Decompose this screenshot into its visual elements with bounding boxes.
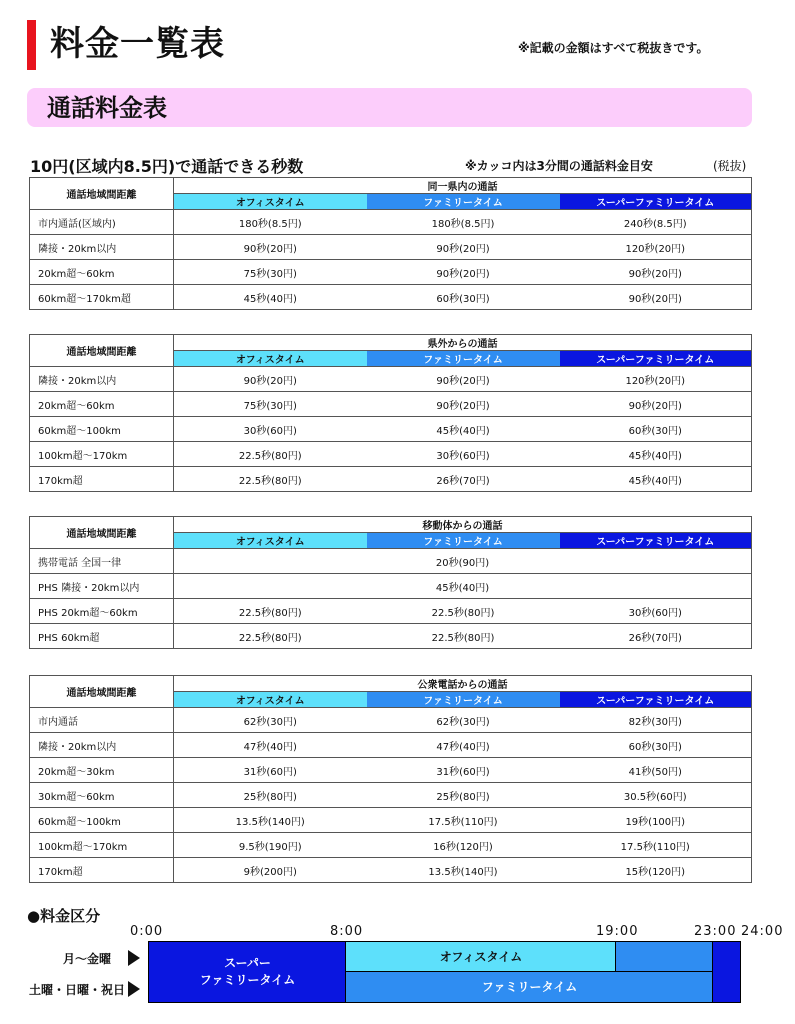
rate-cell-super: 90秒(20円) (560, 260, 752, 285)
region-header: 通話地域間距離 (30, 335, 174, 367)
title-accent-bar (27, 20, 36, 70)
super-column-header: スーパーファミリータイム (560, 194, 752, 210)
table-row (30, 733, 752, 758)
rate-cell-office: 90秒(20円) (174, 367, 367, 392)
office-column-header: オフィスタイム (174, 351, 367, 367)
subheader-note: ※カッコ内は3分間の通話料金目安 (465, 159, 653, 173)
row-label: 隣接・20km以内 (30, 733, 174, 758)
rate-cell-office: 22.5秒(80円) (174, 442, 367, 467)
row-label: 隣接・20km以内 (30, 367, 174, 392)
table-row (30, 708, 752, 733)
rate-cell: 45秒(40円) (174, 574, 752, 599)
row-label-weekend: 土曜・日曜・祝日 (29, 983, 126, 997)
group-header: 県外からの通話 (174, 335, 752, 351)
rate-cell: 20秒(90円) (174, 549, 752, 574)
table-row (30, 417, 752, 442)
region-header: 通話地域間距離 (30, 517, 174, 549)
row-label: 60km超〜100km (30, 808, 174, 833)
rate-cell-family: 30秒(60円) (367, 442, 560, 467)
timeline-office-block: オフィスタイム (345, 941, 617, 973)
rate-cell-office: 22.5秒(80円) (174, 467, 367, 492)
tick-label: 19:00 (596, 924, 639, 939)
table-row (30, 833, 752, 858)
rate-cell-family: 25秒(80円) (367, 783, 560, 808)
super-label-line1: スーパー (224, 956, 271, 970)
tick-label: 23:00 (694, 924, 737, 939)
rate-cell-family: 13.5秒(140円) (367, 858, 560, 883)
row-label: 30km超〜60km (30, 783, 174, 808)
table-row (30, 624, 752, 649)
rate-cell-super: 60秒(30円) (560, 733, 752, 758)
rate-cell-super: 17.5秒(110円) (560, 833, 752, 858)
rate-cell-family: 45秒(40円) (367, 417, 560, 442)
table-row (30, 235, 752, 260)
rate-cell-family: 180秒(8.5円) (367, 210, 560, 235)
table-row (30, 285, 752, 310)
rate-table (29, 334, 752, 492)
rate-cell-office: 30秒(60円) (174, 417, 367, 442)
group-header: 移動体からの通話 (174, 517, 752, 533)
row-label: 60km超〜170km超 (30, 285, 174, 310)
rate-cell-office: 22.5秒(80円) (174, 624, 367, 649)
rate-cell-family: 16秒(120円) (367, 833, 560, 858)
rate-cell-super: 26秒(70円) (560, 624, 752, 649)
rate-table (29, 516, 752, 649)
rate-cell-family: 31秒(60円) (367, 758, 560, 783)
rate-cell-office: 25秒(80円) (174, 783, 367, 808)
row-label: 20km超〜60km (30, 260, 174, 285)
row-label-weekday: 月〜金曜 (63, 952, 112, 966)
rate-cell-family: 62秒(30円) (367, 708, 560, 733)
super-column-header: スーパーファミリータイム (560, 692, 752, 708)
group-header: 同一県内の通話 (174, 178, 752, 194)
table-row (30, 367, 752, 392)
office-column-header: オフィスタイム (174, 194, 367, 210)
rate-cell-office: 9.5秒(190円) (174, 833, 367, 858)
rate-cell-office: 9秒(200円) (174, 858, 367, 883)
row-label: 携帯電話 全国一律 (30, 549, 174, 574)
rate-cell-office: 47秒(40円) (174, 733, 367, 758)
rate-cell-super: 120秒(20円) (560, 367, 752, 392)
rate-cell-super: 90秒(20円) (560, 392, 752, 417)
super-column-header: スーパーファミリータイム (560, 533, 752, 549)
rate-cell-office: 13.5秒(140円) (174, 808, 367, 833)
rate-table (29, 675, 752, 883)
super-label-line2: ファミリータイム (199, 973, 296, 987)
row-label: 20km超〜30km (30, 758, 174, 783)
rate-cell-super: 120秒(20円) (560, 235, 752, 260)
timeline-super-late-block (712, 941, 741, 1003)
tax-note: ※記載の金額はすべて税抜きです。 (518, 41, 709, 55)
table-row (30, 442, 752, 467)
rate-cell-super: 45秒(40円) (560, 442, 752, 467)
table-row (30, 392, 752, 417)
super-column-header: スーパーファミリータイム (560, 351, 752, 367)
rate-cell-family: 60秒(30円) (367, 285, 560, 310)
rate-cell-family: 90秒(20円) (367, 367, 560, 392)
row-label: PHS 隣接・20km以内 (30, 574, 174, 599)
rate-cell-super: 15秒(120円) (560, 858, 752, 883)
table-row (30, 574, 752, 599)
row-label: 100km超〜170km (30, 442, 174, 467)
row-label: 20km超〜60km (30, 392, 174, 417)
table-row (30, 549, 752, 574)
rate-cell-family: 90秒(20円) (367, 392, 560, 417)
section-title: 通話料金表 (47, 94, 167, 122)
rate-table (29, 177, 752, 310)
row-label: 170km超 (30, 858, 174, 883)
region-header: 通話地域間距離 (30, 676, 174, 708)
page-title: 料金一覧表 (50, 24, 225, 64)
rate-cell-super: 82秒(30円) (560, 708, 752, 733)
rate-cell-family: 90秒(20円) (367, 260, 560, 285)
rate-cell-office: 75秒(30円) (174, 392, 367, 417)
table-row (30, 758, 752, 783)
rate-cell-office: 90秒(20円) (174, 235, 367, 260)
rate-cell-office: 31秒(60円) (174, 758, 367, 783)
tick-label: 0:00 (130, 924, 164, 939)
rate-cell-family: 47秒(40円) (367, 733, 560, 758)
subheader-tax: (税抜) (713, 159, 747, 173)
arrow-right-icon (128, 981, 140, 997)
rate-cell-family: 26秒(70円) (367, 467, 560, 492)
family-column-header: ファミリータイム (367, 692, 560, 708)
rate-cell-family: 22.5秒(80円) (367, 624, 560, 649)
table-row (30, 808, 752, 833)
rate-cell-super: 30秒(60円) (560, 599, 752, 624)
table-row (30, 210, 752, 235)
row-label: 60km超〜100km (30, 417, 174, 442)
rate-cell-super: 240秒(8.5円) (560, 210, 752, 235)
row-label: 170km超 (30, 467, 174, 492)
table-row (30, 260, 752, 285)
table-row (30, 858, 752, 883)
rate-cell-super: 19秒(100円) (560, 808, 752, 833)
rate-cell-office: 75秒(30円) (174, 260, 367, 285)
family-column-header: ファミリータイム (367, 351, 560, 367)
table-row (30, 467, 752, 492)
tick-label: 24:00 (741, 924, 784, 939)
tick-label: 8:00 (330, 924, 364, 939)
rate-cell-super: 45秒(40円) (560, 467, 752, 492)
timeline-title: ●料金区分 (27, 907, 101, 925)
rate-cell-super: 60秒(30円) (560, 417, 752, 442)
rate-cell-office: 45秒(40円) (174, 285, 367, 310)
rate-cell-office: 22.5秒(80円) (174, 599, 367, 624)
timeline-family-weekend-block: ファミリータイム (345, 971, 714, 1003)
row-label: 市内通話(区域内) (30, 210, 174, 235)
rate-cell-family: 17.5秒(110円) (367, 808, 560, 833)
family-column-header: ファミリータイム (367, 194, 560, 210)
row-label: 市内通話 (30, 708, 174, 733)
table-row (30, 599, 752, 624)
rate-cell-office: 62秒(30円) (174, 708, 367, 733)
row-label: 100km超〜170km (30, 833, 174, 858)
rate-cell-super: 30.5秒(60円) (560, 783, 752, 808)
rate-cell-office: 180秒(8.5円) (174, 210, 367, 235)
rate-cell-super: 90秒(20円) (560, 285, 752, 310)
subheader-title: 10円(区域内8.5円)で通話できる秒数 (30, 157, 304, 176)
office-column-header: オフィスタイム (174, 692, 367, 708)
rate-cell-family: 90秒(20円) (367, 235, 560, 260)
timeline-super-block (148, 941, 347, 1003)
group-header: 公衆電話からの通話 (174, 676, 752, 692)
table-row (30, 783, 752, 808)
family-column-header: ファミリータイム (367, 533, 560, 549)
row-label: 隣接・20km以内 (30, 235, 174, 260)
office-column-header: オフィスタイム (174, 533, 367, 549)
rate-cell-family: 22.5秒(80円) (367, 599, 560, 624)
rate-cell-super: 41秒(50円) (560, 758, 752, 783)
row-label: PHS 60km超 (30, 624, 174, 649)
timeline-family-weekday-block (615, 941, 714, 973)
arrow-right-icon (128, 950, 140, 966)
region-header: 通話地域間距離 (30, 178, 174, 210)
row-label: PHS 20km超〜60km (30, 599, 174, 624)
